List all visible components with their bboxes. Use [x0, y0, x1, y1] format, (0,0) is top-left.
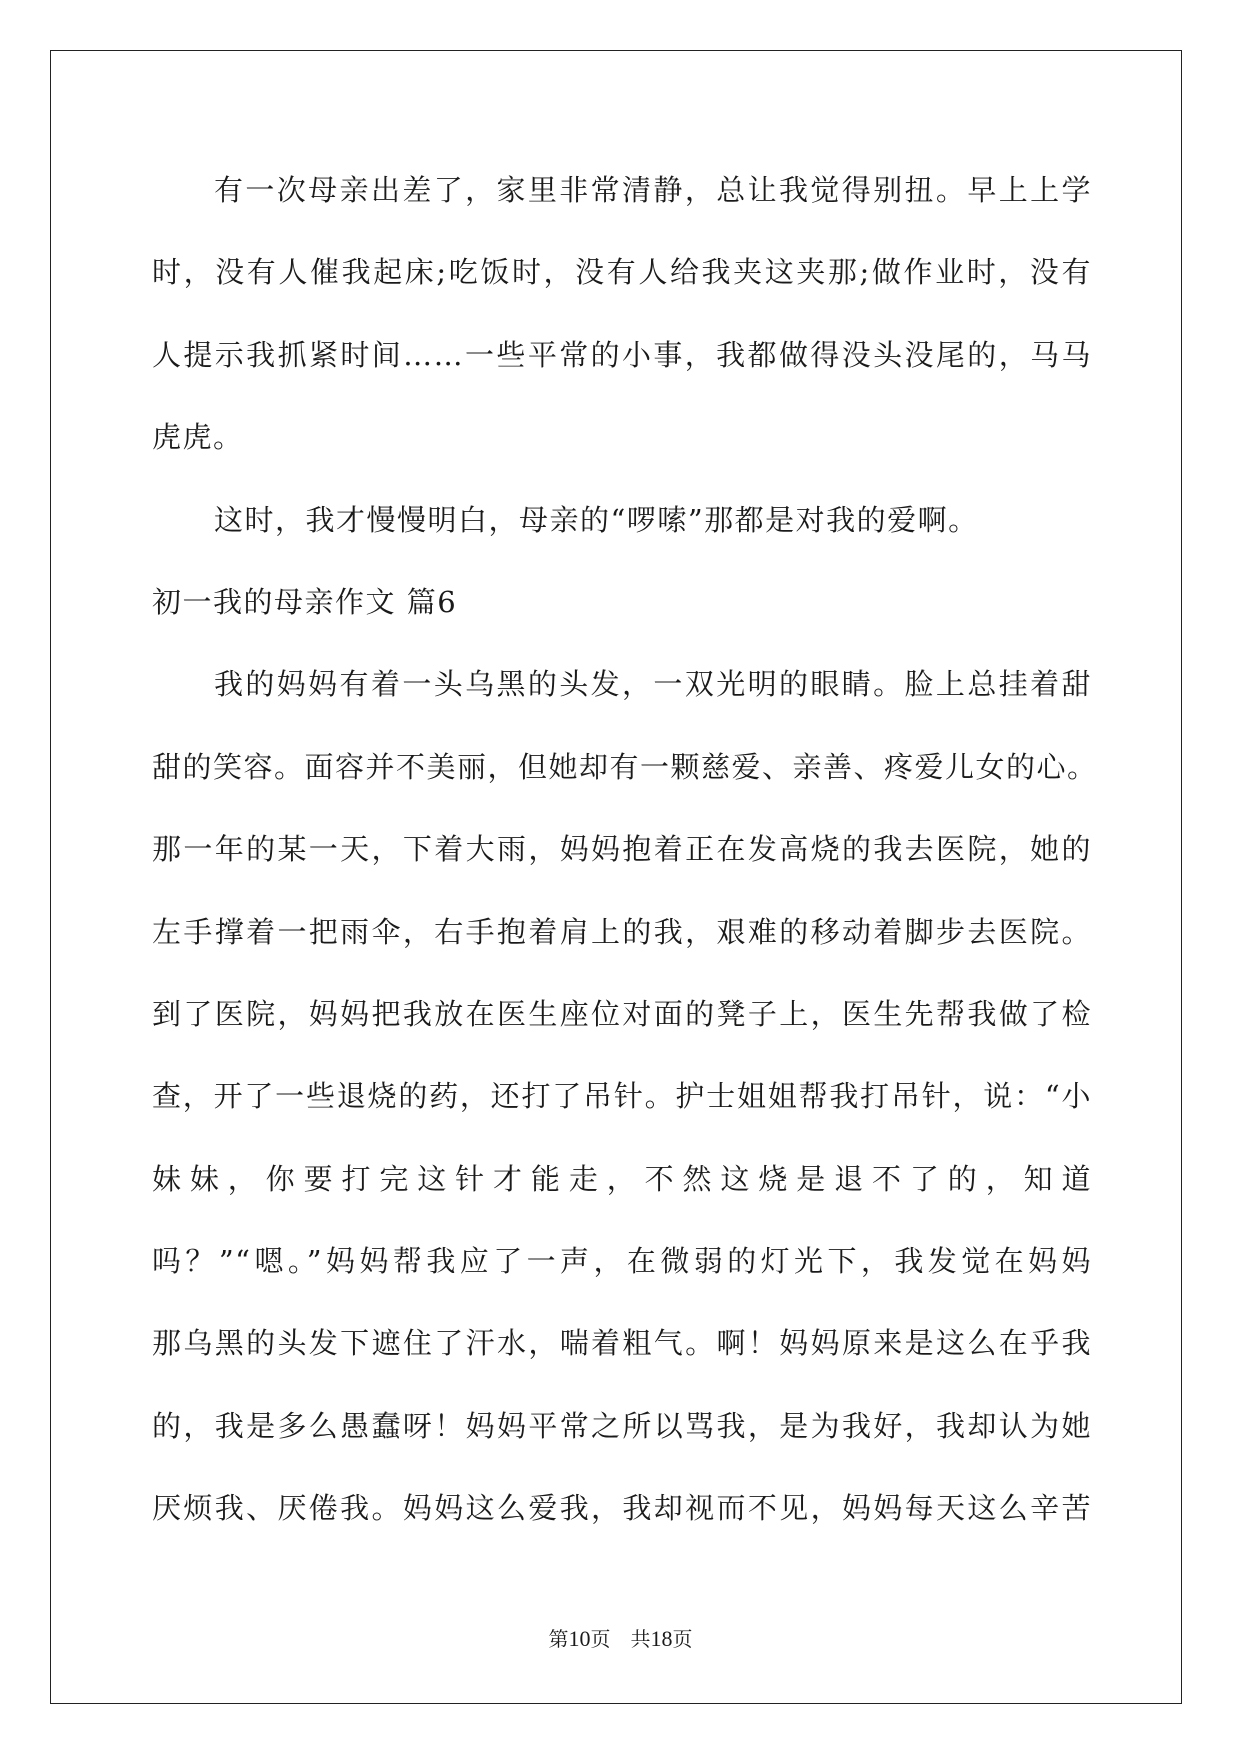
- paragraph-line: 有一次母亲出差了，家里非常清静，总让我觉得别扭。早上上学: [214, 173, 1092, 207]
- paragraph-line: 吗？”“嗯。”妈妈帮我应了一声，在微弱的灯光下，我发觉在妈妈: [152, 1244, 1092, 1279]
- paragraph-line: 那乌黑的头发下遮住了汗水，喘着粗气。啊！妈妈原来是这么在乎我: [152, 1326, 1092, 1361]
- paragraph-line: 人提示我抓紧时间……一些平常的小事，我都做得没头没尾的，马马: [152, 337, 1092, 372]
- paragraph-line: 妹妹，你要打完这针才能走，不然这烧是退不了的，知道: [152, 1161, 1092, 1196]
- total-prefix: 共: [630, 1627, 651, 1651]
- paragraph-line: 甜的笑容。面容并不美丽，但她却有一颗慈爱、亲善、疼爱儿女的心。: [152, 749, 1098, 784]
- section-heading: 初一我的母亲作文 篇6: [152, 584, 458, 619]
- paragraph-line: 到了医院，妈妈把我放在医生座位对面的凳子上，医生先帮我做了检: [152, 996, 1092, 1031]
- paragraph-line: 这时，我才慢慢明白，母亲的“啰嗦”那都是对我的爱啊。: [214, 502, 979, 537]
- paragraph-line: 的，我是多么愚蠢呀！妈妈平常之所以骂我，是为我好，我却认为她: [152, 1408, 1092, 1443]
- paragraph-line: 查，开了一些退烧的药，还打了吊针。护士姐姐帮我打吊针，说：“小: [152, 1079, 1092, 1114]
- paragraph-line: 虎虎。: [152, 420, 244, 455]
- paragraph-line: 厌烦我、厌倦我。妈妈这么爱我，我却视而不见，妈妈每天这么辛苦: [152, 1491, 1092, 1526]
- page-prefix: 第: [548, 1627, 569, 1651]
- current-page-number: 10: [568, 1626, 591, 1651]
- paragraph-line: 时，没有人催我起床;吃饭时，没有人给我夹这夹那;做作业时，没有: [152, 255, 1092, 290]
- paragraph-line: 左手撑着一把雨伞，右手抱着肩上的我，艰难的移动着脚步去医院。: [152, 914, 1092, 949]
- total-page-count: 18: [650, 1626, 673, 1651]
- paragraph-line: 我的妈妈有着一头乌黑的头发，一双光明的眼睛。脸上总挂着甜: [214, 667, 1092, 702]
- total-suffix: 页: [672, 1627, 693, 1651]
- document-body: [152, 160, 1098, 1561]
- page-footer: [0, 1627, 1241, 1651]
- paragraph-line: 那一年的某一天，下着大雨，妈妈抱着正在发高烧的我去医院，她的: [152, 832, 1092, 867]
- page-suffix: 页: [590, 1627, 611, 1651]
